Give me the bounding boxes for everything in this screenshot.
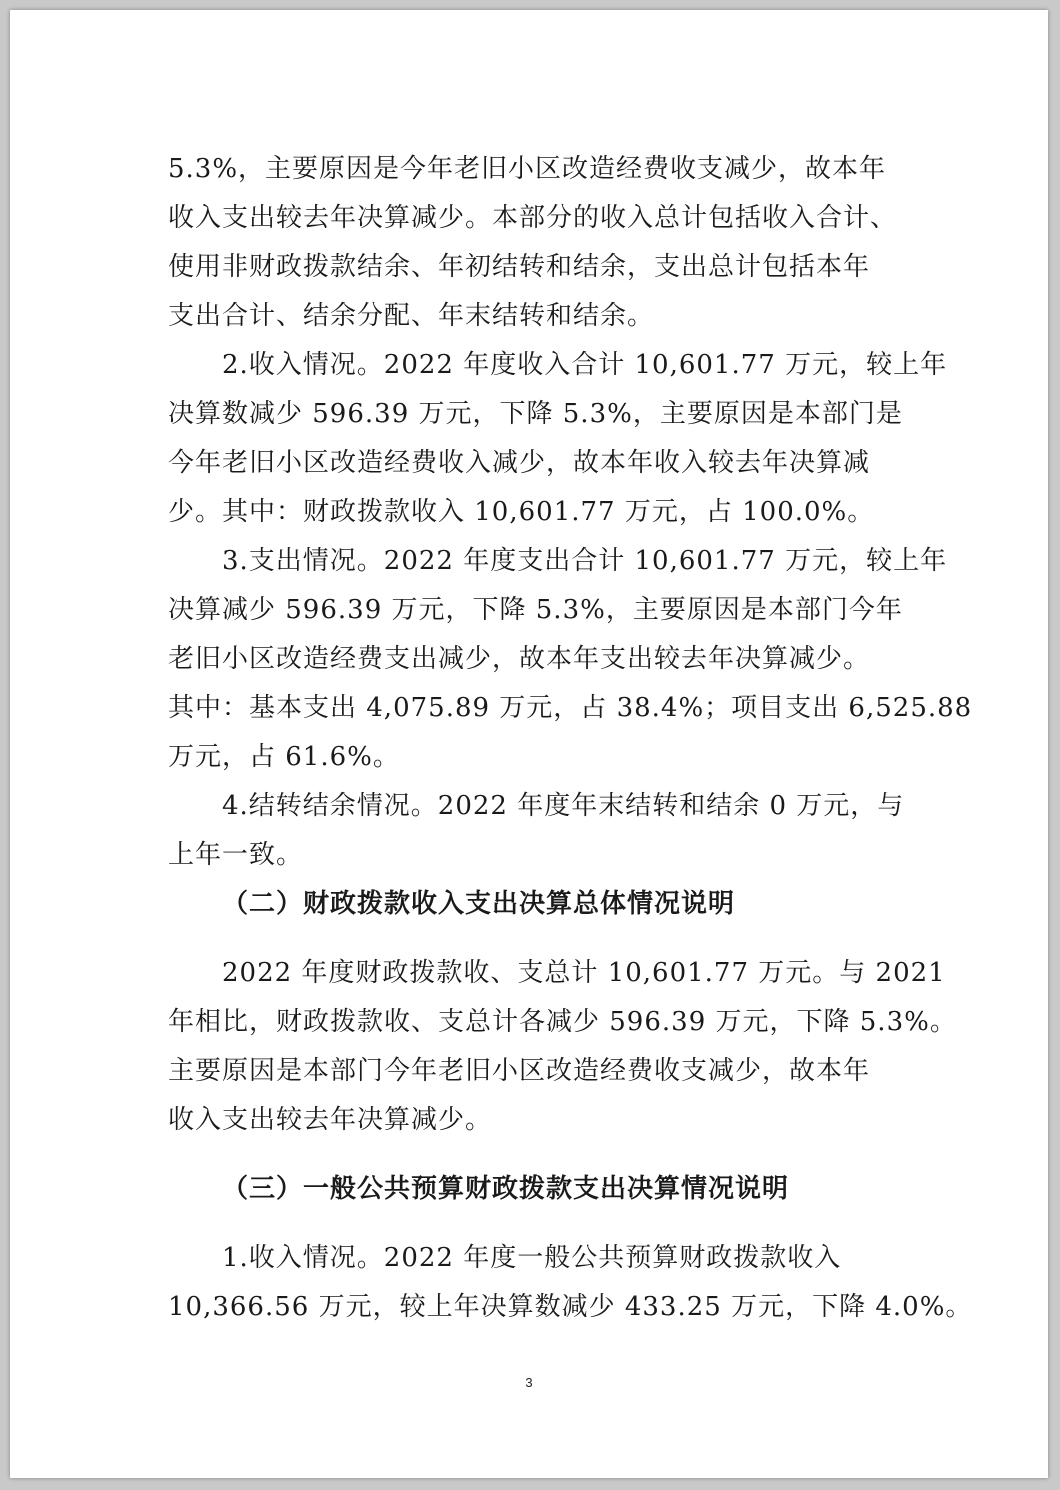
paragraph-line: 3.支出情况。2022 年度支出合计 10,601.77 万元，较上年: [222, 546, 948, 576]
paragraph-line: 使用非财政拨款结余、年初结转和结余，支出总计包括本年: [168, 252, 871, 282]
paragraph-line: 支出合计、结余分配、年末结转和结余。: [168, 301, 655, 331]
paragraph-line: 2.收入情况。2022 年度收入合计 10,601.77 万元，较上年: [222, 350, 948, 380]
paragraph-line: 决算数减少 596.39 万元，下降 5.3%，主要原因是本部门是: [168, 399, 903, 429]
paragraph-line: 上年一致。: [168, 840, 304, 870]
paragraph-line: 1.收入情况。2022 年度一般公共预算财政拨款收入: [222, 1243, 842, 1273]
page-number: 3: [525, 1375, 533, 1390]
paragraph-line: 收入支出较去年决算减少。: [168, 1105, 493, 1135]
document-body: [168, 145, 973, 1332]
paragraph-line: 2022 年度财政拨款收、支总计 10,601.77 万元。与 2021: [222, 958, 946, 988]
paragraph-line: 10,366.56 万元，较上年决算数减少 433.25 万元，下降 4.0%。: [168, 1292, 973, 1322]
document-page: [10, 10, 1048, 1478]
paragraph-line: 5.3%，主要原因是今年老旧小区改造经费收支减少，故本年: [168, 154, 887, 184]
paragraph-line: 其中：基本支出 4,075.89 万元，占 38.4%；项目支出 6,525.88: [168, 693, 973, 723]
paragraph-line: 决算减少 596.39 万元，下降 5.3%，主要原因是本部门今年: [168, 595, 903, 625]
paragraph-line: 老旧小区改造经费支出减少，故本年支出较去年决算减少。: [168, 644, 871, 674]
section-heading: （二）财政拨款收入支出决算总体情况说明: [222, 889, 736, 919]
section-heading: （三）一般公共预算财政拨款支出决算情况说明: [222, 1174, 790, 1204]
paragraph-line: 收入支出较去年决算减少。本部分的收入总计包括收入合计、: [168, 203, 898, 233]
paragraph-line: 年相比，财政拨款收、支总计各减少 596.39 万元，下降 5.3%。: [168, 1007, 957, 1037]
paragraph-line: 今年老旧小区改造经费收入减少，故本年收入较去年决算减: [168, 448, 871, 478]
paragraph-line: 主要原因是本部门今年老旧小区改造经费收支减少，故本年: [168, 1056, 871, 1086]
paragraph-line: 万元，占 61.6%。: [168, 742, 400, 772]
paragraph-line: 4.结转结余情况。2022 年度年末结转和结余 0 万元，与: [222, 791, 905, 821]
paragraph-line: 少。其中：财政拨款收入 10,601.77 万元，占 100.0%。: [168, 497, 875, 527]
